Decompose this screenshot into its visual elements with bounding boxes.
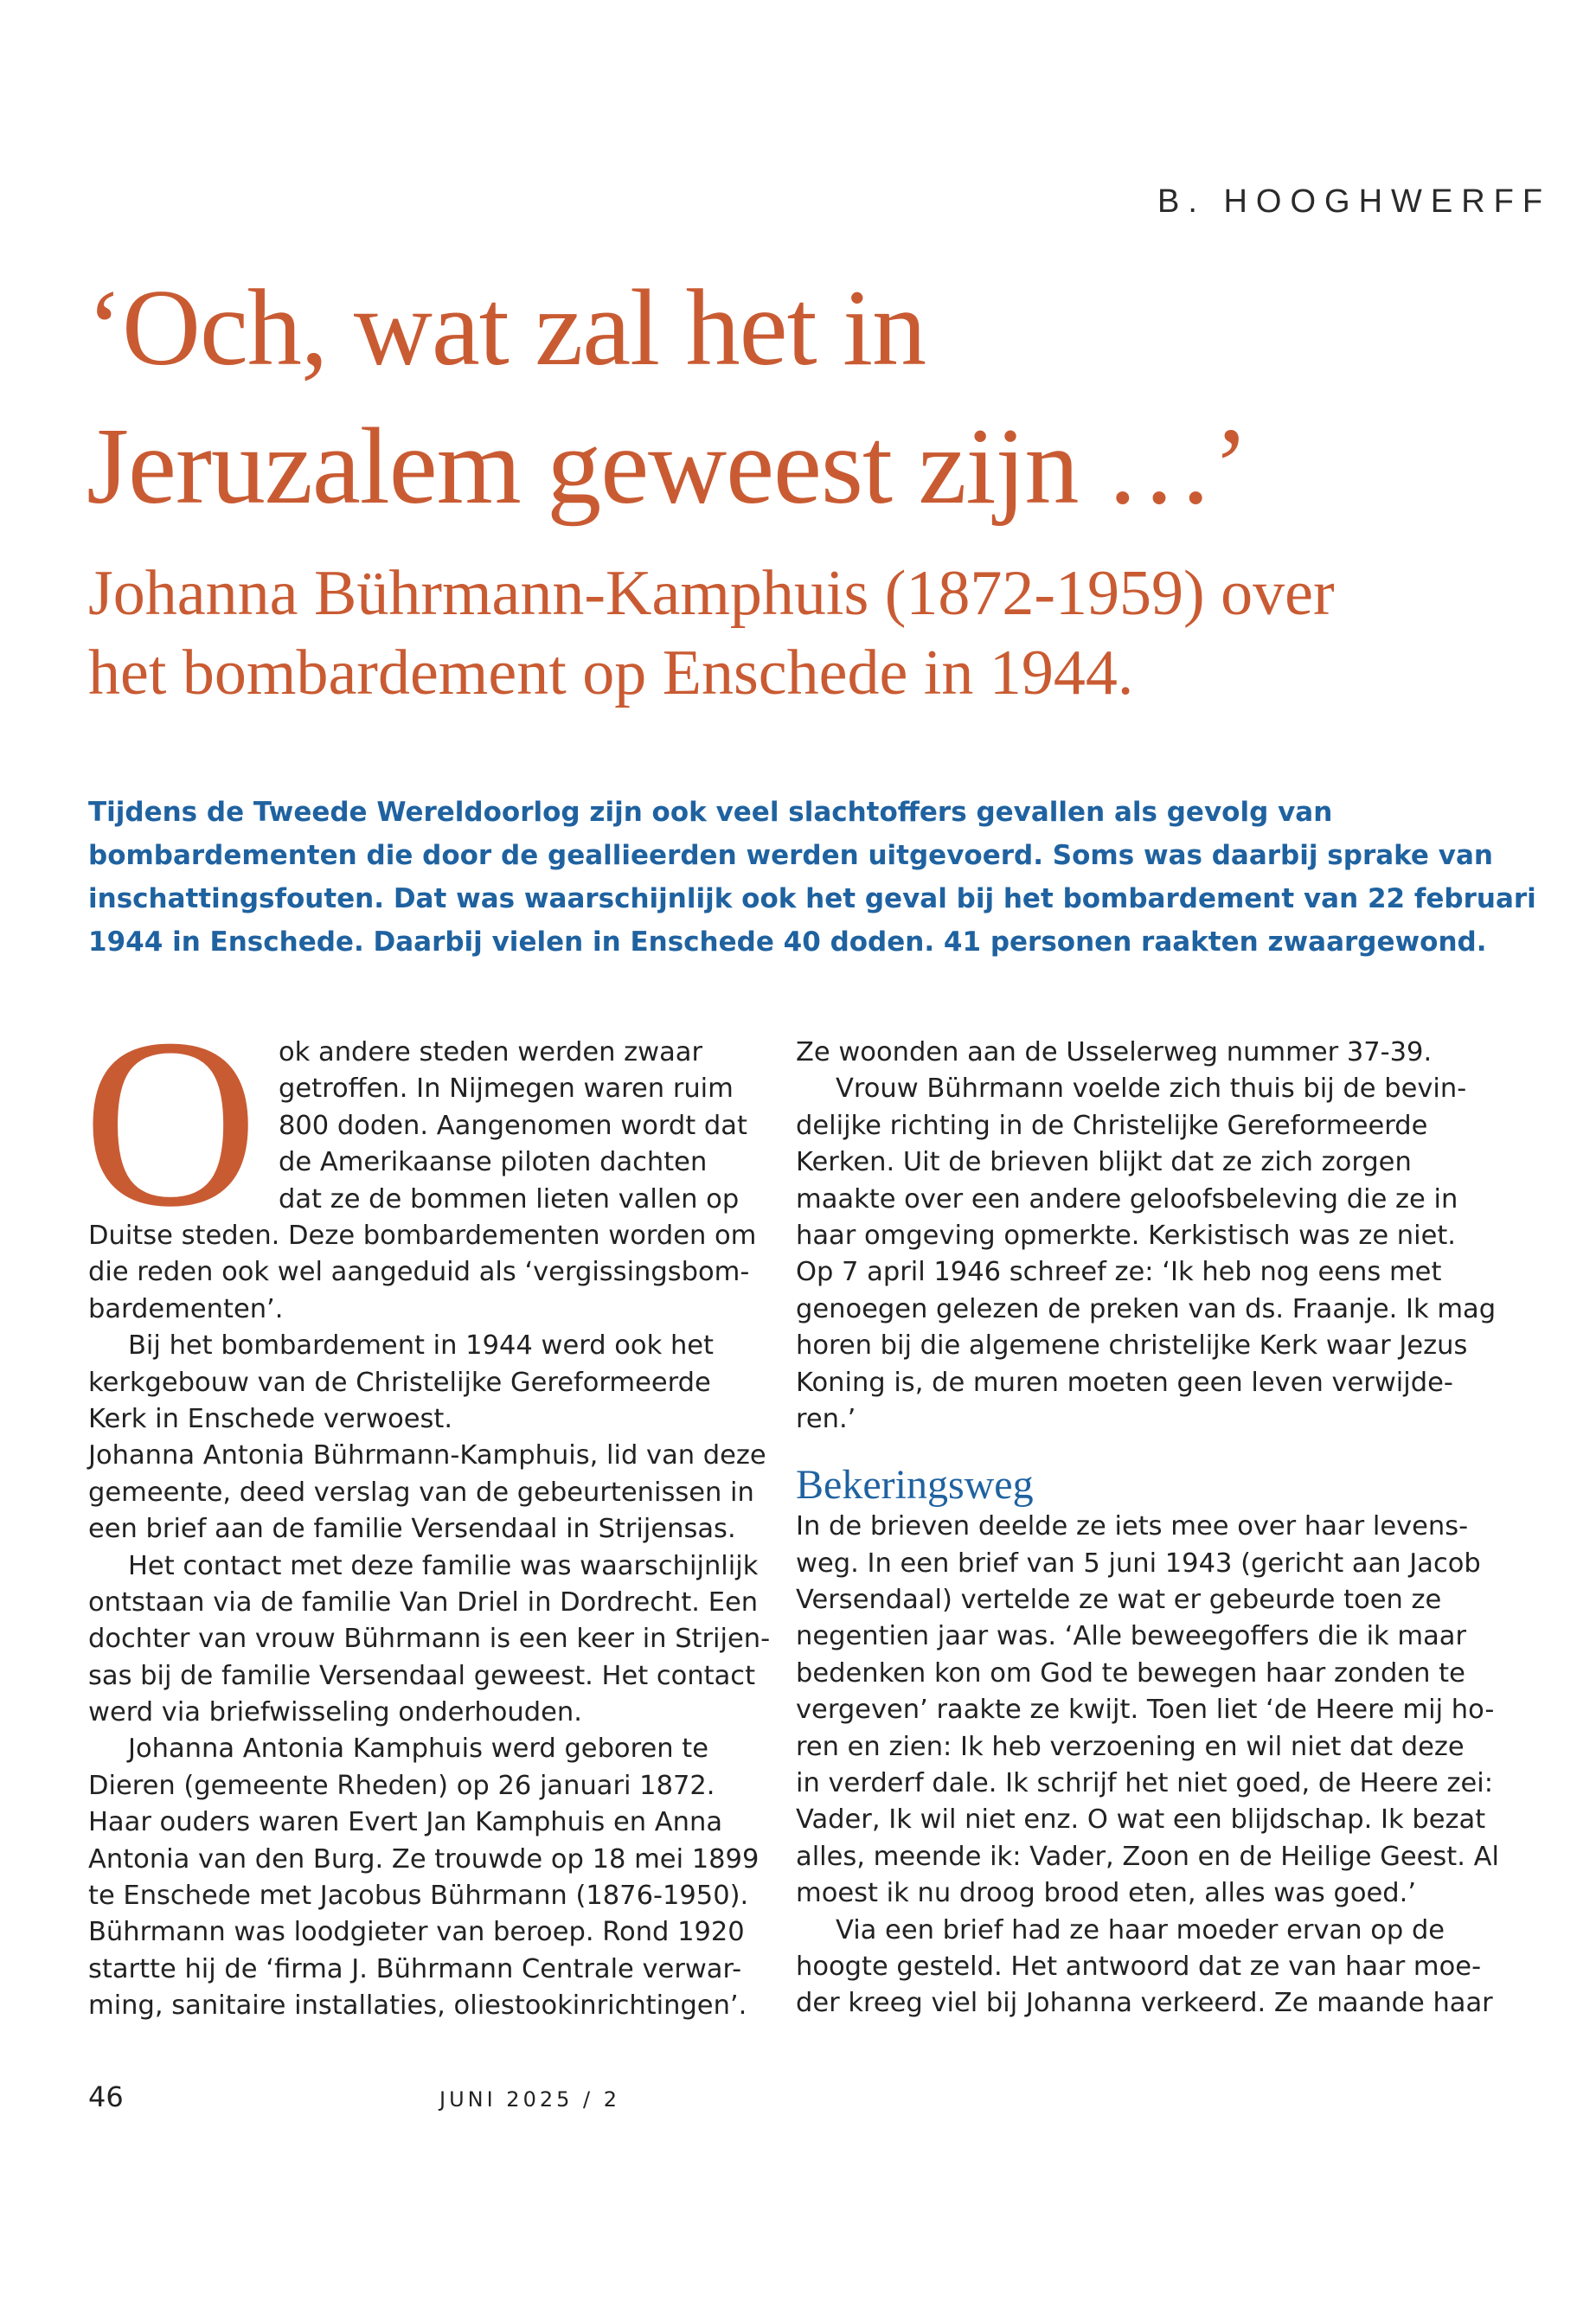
body-line: te Enschede met Jacobus Bührmann (1876-1950). (88, 1881, 749, 1912)
intro-line: Tijdens de Tweede Wereldoorlog zijn ook veel slachtoffers gevallen als gevolg van (88, 797, 1333, 828)
body-line: dat ze de bommen lieten vallen op (279, 1183, 740, 1215)
intro-paragraph (88, 791, 1536, 964)
author-name: B. HOOGHWERFF (1157, 183, 1552, 220)
body-line: Via een brief had ze haar moeder ervan op de (836, 1914, 1445, 1945)
body-line: der kreeg viel bij Johanna verkeerd. Ze maande haar (796, 1988, 1493, 2019)
body-line: kerkgebouw van de Christelijke Gereformeerde (88, 1367, 711, 1398)
issue-label: JUNI 2025 / 2 (439, 2087, 620, 2112)
body-line: Johanna Antonia Kamphuis werd geboren te (128, 1734, 708, 1765)
body-line: delijke richting in de Christelijke Gereformeerde (796, 1110, 1428, 1141)
body-line: Antonia van den Burg. Ze trouwde op 18 mei 1899 (88, 1843, 760, 1875)
body-line: Op 7 april 1946 schreef ze: ‘Ik heb nog eens met (796, 1257, 1442, 1288)
body-line: horen bij die algemene christelijke Kerk waar Jezus (796, 1330, 1468, 1362)
body-line: werd via briefwisseling onderhouden. (88, 1697, 582, 1728)
intro-line: inschattingsfouten. Dat was waarschijnlijk ook het geval bij het bombardement van 22 februari (88, 883, 1536, 914)
body-line: ren en zien: Ik heb verzoening en wil niet dat deze (796, 1731, 1465, 1762)
body-line: vergeven’ raakte ze kwijt. Toen liet ‘de Heere mij ho- (796, 1695, 1495, 1726)
body-line: Vrouw Bührmann voelde zich thuis bij de bevin- (836, 1074, 1467, 1105)
body-line: Versendaal) vertelde ze wat er gebeurde toen ze (796, 1585, 1442, 1616)
dropcap-lines (279, 1035, 747, 1218)
body-line: ming, sanitaire installaties, oliestookinrichtingen’. (88, 1990, 747, 2022)
body-line: Haar ouders waren Evert Jan Kamphuis en Anna (88, 1807, 723, 1838)
body-line: bardementen’. (88, 1293, 284, 1324)
article-title (87, 260, 1514, 536)
body-line: Duitse steden. Deze bombardementen worden om (88, 1221, 757, 1251)
body-line: dochter van vrouw Bührmann is een keer in Strijen- (88, 1624, 771, 1655)
body-line: Bührmann was loodgieter van beroep. Rond 1920 (88, 1917, 745, 1948)
body-line: Bij het bombardement in 1944 werd ook het (128, 1330, 715, 1362)
body-line: ontstaan via de familie Van Driel in Dordrecht. Een (88, 1586, 759, 1618)
body-line: Het contact met deze familie was waarschijnlijk (128, 1550, 759, 1581)
body-line: sas bij de familie Versendaal geweest. Het contact (88, 1660, 756, 1691)
subtitle-line: het bombardement op Enschede in 1944. (88, 638, 1134, 708)
body-line: genoegen gelezen de preken van ds. Fraanje. Ik mag (796, 1293, 1497, 1324)
body-line: alles, meende ik: Vader, Zoon en de Heilige Geest. Al (796, 1841, 1499, 1872)
body-line: Dieren (gemeente Rheden) op 26 januari 1872. (88, 1770, 715, 1801)
body-line: Ze woonden aan de Usselerweg nummer 37-39. (796, 1037, 1433, 1067)
left-column (83, 988, 771, 2025)
body-line: weg. In een brief van 5 juni 1943 (gericht aan Jacob (796, 1548, 1481, 1579)
intro-line: 1944 in Enschede. Daarbij vielen in Enschede 40 doden. 41 personen raakten zwaargewond. (88, 926, 1487, 958)
body-line: getroffen. In Nijmegen waren ruim (279, 1074, 734, 1105)
article-subtitle (88, 554, 1516, 713)
dropcap-letter: O (83, 988, 259, 1257)
right-column (796, 1035, 1499, 2022)
body-line: negentien jaar was. ‘Alle beweegoffers die ik maar (796, 1621, 1467, 1652)
body-line: maakte over een andere geloofsbeleving die ze in (796, 1183, 1458, 1215)
body-line: Kerken. Uit de brieven blijkt dat ze zich zorgen (796, 1147, 1412, 1178)
body-line: de Amerikaanse piloten dachten (279, 1147, 708, 1178)
body-line: Koning is, de muren moeten geen leven verwijde- (796, 1367, 1453, 1398)
body-line: in verderf dale. Ik schrijf het niet goed, de Heere zei: (796, 1768, 1494, 1799)
body-line: Kerk in Enschede verwoest. (88, 1403, 453, 1434)
body-line: bedenken kon om God te bewegen haar zonden te (796, 1657, 1465, 1689)
page-number: 46 (88, 2080, 124, 2113)
body-line: ok andere steden werden zwaar (279, 1037, 702, 1067)
body-line: haar omgeving opmerkte. Kerkistisch was ze niet. (796, 1220, 1457, 1251)
body-line: startte hij de ‘firma J. Bührmann Centrale verwar- (88, 1953, 742, 1984)
body-line: Vader, Ik wil niet enz. O wat een blijdschap. Ik bezat (796, 1804, 1486, 1836)
section-heading: Bekeringsweg (796, 1462, 1034, 1509)
body-line: In de brieven deelde ze iets mee over haar levens- (796, 1511, 1469, 1542)
title-line: ‘Och, wat zal het in (87, 268, 926, 388)
body-line: moest ik nu droog brood eten, alles was goed.’ (796, 1878, 1417, 1909)
body-line: die reden ook wel aangeduid als ‘vergissingsbom- (88, 1257, 750, 1288)
body-line: gemeente, deed verslag van de gebeurtenissen in (88, 1477, 754, 1508)
body-line: een brief aan de familie Versendaal in Strijensas. (88, 1514, 736, 1545)
title-line: Jeruzalem geweest zijn …’ (87, 407, 1248, 527)
intro-line: bombardementen die door de geallieerden werden uitgevoerd. Soms was daarbij sprake van (88, 840, 1493, 871)
subtitle-line: Johanna Bührmann-Kamphuis (1872-1959) over (88, 558, 1335, 629)
body-line: 800 doden. Aangenomen wordt dat (279, 1110, 747, 1141)
body-line: ren.’ (796, 1403, 856, 1434)
body-line: Johanna Antonia Bührmann-Kamphuis, lid van deze (88, 1440, 766, 1471)
body-line: hoogte gesteld. Het antwoord dat ze van haar moe- (796, 1951, 1482, 1982)
